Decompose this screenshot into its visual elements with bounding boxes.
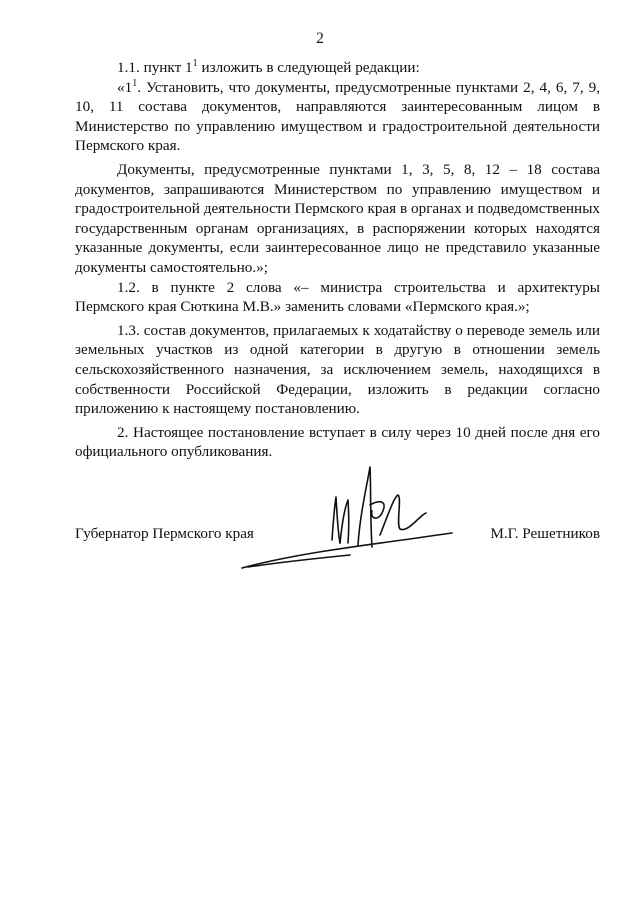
paragraph-1-1	[75, 58, 600, 78]
signatory-position: Губернатор Пермского края	[75, 525, 254, 542]
page-number: 2	[316, 30, 324, 47]
superscript: 1	[192, 58, 198, 69]
document-body	[75, 58, 600, 462]
clause-open: «1	[117, 78, 133, 96]
paragraph-2: 2. Настоящее постановление вступает в силу через 10 дней после дня его официального опубликования.	[75, 423, 600, 461]
signatory-name: М.Г. Решетников	[490, 525, 600, 542]
paragraph-1-2: 1.2. в пункте 2 слова «– министра строительства и архитектуры Пермского края Сюткина М.В.» заменить словами «Пермского края.»;	[75, 278, 600, 316]
paragraph-documents: Документы, предусмотренные пунктами 1, 3, 5, 8, 12 – 18 состава документов, запрашиваются Министерством по управлению имуществом и градостроительной деятельности Пермского края в органах и подведомственных государственным органам организациях, в распоряжении которых находятся указанные документы, если заинтересованное лицо не представило указанные документы самостоятельно.»;	[75, 160, 600, 276]
paragraph-1-3: 1.3. состав документов, прилагаемых к ходатайству о переводе земель или земельных участков из одной категории в другую в отношении земель сельскохозяйственного назначения, за исключением земель, находящихся в собственности Российской Федерации, изложить в редакции согласно приложению к настоящему постановлению.	[75, 321, 600, 418]
paragraph-1-1-text: 1.1. пункт 1	[117, 59, 193, 76]
signature-block	[0, 455, 640, 585]
paragraph-clause-1-1	[75, 78, 600, 156]
superscript: 1	[132, 77, 138, 89]
paragraph-1-1-rest: изложить в следующей редакции:	[197, 59, 420, 76]
handwritten-signature	[230, 455, 480, 580]
clause-text: . Установить, что документы, предусмотренные пунктами 2, 4, 6, 7, 9, 10, 11 состава документов, направляются заинтересованным лицом в Министерство по управлению имуществом и градостроительной деятельности Пермского края.	[75, 78, 600, 155]
